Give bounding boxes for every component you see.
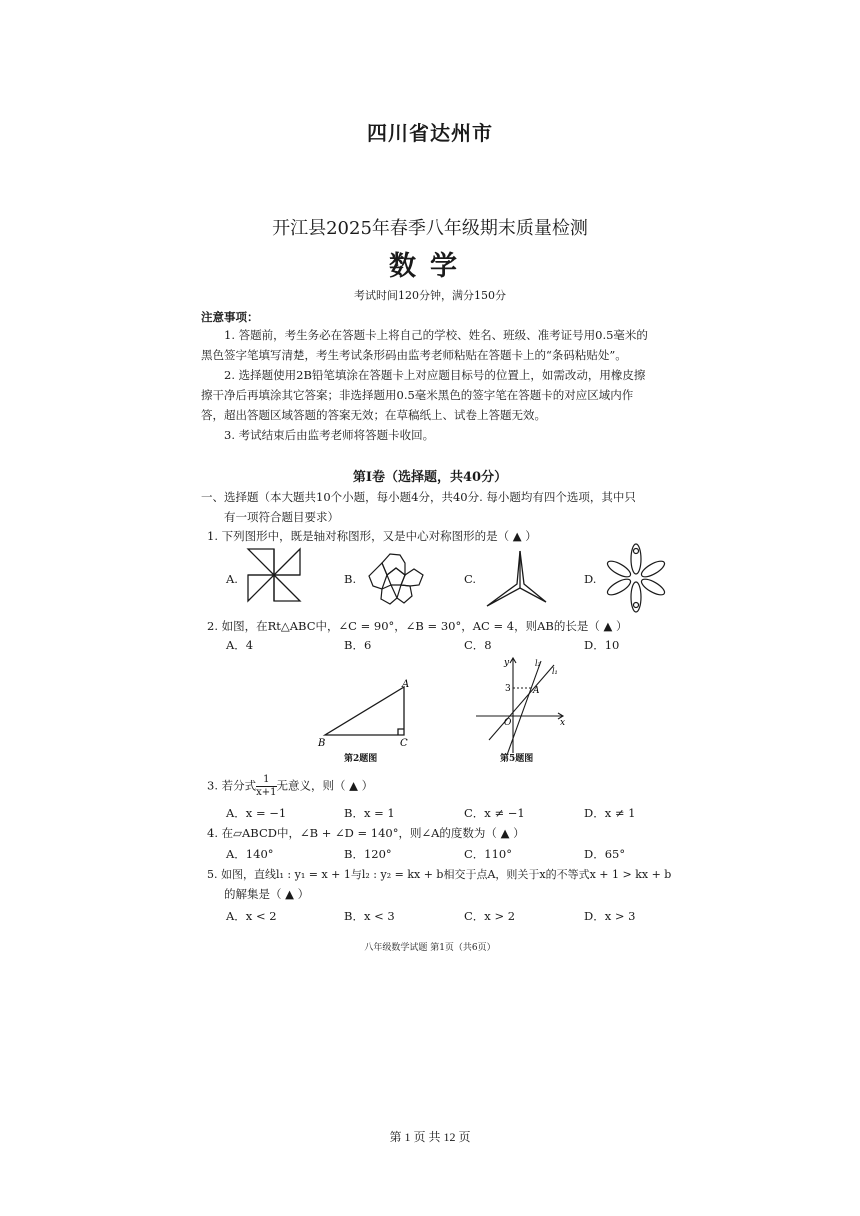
q3-fraction: [256, 774, 276, 799]
note-line: 1. 答题前，考生务必在答题卡上将自己的学校、姓名、班级、准考证号用0.5毫米的: [224, 328, 648, 342]
coordinate-graph: [474, 655, 570, 755]
question-1-stem: 1. 下列图形中，既是轴对称图形，又是中心对称图形的是（ ▲ ）: [207, 529, 537, 543]
section-title: 第Ⅰ卷（选择题，共40分）: [352, 470, 508, 485]
fig5-label-o: O: [504, 718, 512, 728]
question-3-stem: [207, 774, 373, 799]
q5-option-c: C．x > 2: [464, 909, 516, 923]
pentagons-figure: [360, 548, 432, 608]
q4-option-a: A．140°: [226, 847, 274, 861]
note-line: 2. 选择题使用2B铅笔填涂在答题卡上对应题目标号的位置上，如需改动，用橡皮擦: [224, 368, 646, 382]
pinwheel-figure: [246, 547, 302, 603]
q3-stem-pre: 3. 若分式: [207, 778, 257, 793]
q3-frac-num: 1: [256, 774, 276, 787]
q4-option-c: C．110°: [464, 847, 512, 861]
flower-figure: [604, 542, 668, 614]
q5-option-d: D．x > 3: [584, 909, 636, 923]
fig2-label-a: A: [402, 679, 410, 690]
q4-option-b: B．120°: [344, 847, 392, 861]
fig2-label-c: C: [400, 738, 408, 748]
fig5-label-x: x: [560, 718, 566, 728]
exam-title: 开江县2025年春季八年级期末质量检测: [272, 218, 588, 239]
q3-option-c: C．x ≠ −1: [464, 806, 525, 820]
q3-frac-den: x+1: [256, 787, 277, 798]
q1-label-b: B.: [344, 572, 357, 586]
question-4-stem: 4. 在▱ABCD中，∠B + ∠D = 140°，则∠A的度数为（ ▲ ）: [207, 826, 525, 840]
q3-option-d: D．x ≠ 1: [584, 806, 636, 820]
q3-option-b: B．x = 1: [344, 806, 395, 820]
question-5-stem-cont: 的解集是（ ▲ ）: [224, 887, 310, 901]
fig2-label-b: B: [318, 738, 326, 748]
page-number: 第 1 页 共 12 页: [389, 1130, 471, 1144]
region-title: 四川省达州市: [367, 121, 493, 145]
section-intro: 有一项符合题目要求）: [224, 510, 339, 524]
section-intro: 一、选择题（本大题共10个小题，每小题4分，共40分. 每小题均有四个选项，其中只: [201, 490, 636, 504]
q2-option-a: A．4: [226, 638, 254, 652]
question-2-stem: 2. 如图，在Rt△ABC中，∠C = 90°，∠B = 30°，AC = 4，则AB的长是（ ▲ ）: [207, 619, 628, 633]
q5-option-b: B．x < 3: [344, 909, 395, 923]
time-info: 考试时间120分钟，满分150分: [354, 289, 506, 302]
q2-option-b: B．6: [344, 638, 372, 652]
note-line: 黑色签字笔填写清楚，考生考试条形码由监考老师粘贴在答题卡上的“条码粘贴处”。: [201, 348, 627, 362]
fig5-caption: 第5题图: [500, 754, 534, 764]
triangle-figure: [316, 678, 416, 748]
notes-heading: 注意事项：: [201, 310, 259, 324]
q5-option-a: A．x < 2: [226, 909, 277, 923]
fig5-label-a: A: [533, 686, 540, 696]
note-line: 擦干净后再填涂其它答案；非选择题用0.5毫米黑色的签字笔在答题卡的对应区域内作: [201, 388, 634, 402]
inner-page-footer: 八年级数学试题 第1页（共6页）: [364, 943, 496, 953]
q1-label-a: A.: [226, 572, 238, 586]
q2-option-d: D．10: [584, 638, 620, 652]
fig5-label-l1: l₁: [552, 667, 558, 676]
subject-title: 数学: [389, 251, 471, 282]
tri-star-figure: [484, 548, 548, 608]
q1-label-c: C.: [464, 572, 477, 586]
question-5-stem: 5. 如图，直线l₁ : y₁ = x + 1与l₂ : y₂ = kx + b相交于点A，则关于x的不等式x + 1 > kx + b: [207, 868, 672, 881]
fig5-label-y: y: [504, 658, 510, 668]
fig5-label-l2: l₂: [535, 659, 541, 668]
q3-stem-post: 无意义，则（ ▲ ）: [276, 778, 374, 793]
fig2-caption: 第2题图: [344, 754, 378, 764]
q2-option-c: C．8: [464, 638, 492, 652]
note-line: 3. 考试结束后由监考老师将答题卡收回。: [224, 428, 435, 442]
q4-option-d: D．65°: [584, 847, 626, 861]
q1-label-d: D.: [584, 572, 597, 586]
note-line: 答，超出答题区域答题的答案无效；在草稿纸上、试卷上答题无效。: [201, 408, 546, 422]
q3-option-a: A．x = −1: [226, 806, 287, 820]
fig5-label-3: 3: [505, 684, 511, 694]
